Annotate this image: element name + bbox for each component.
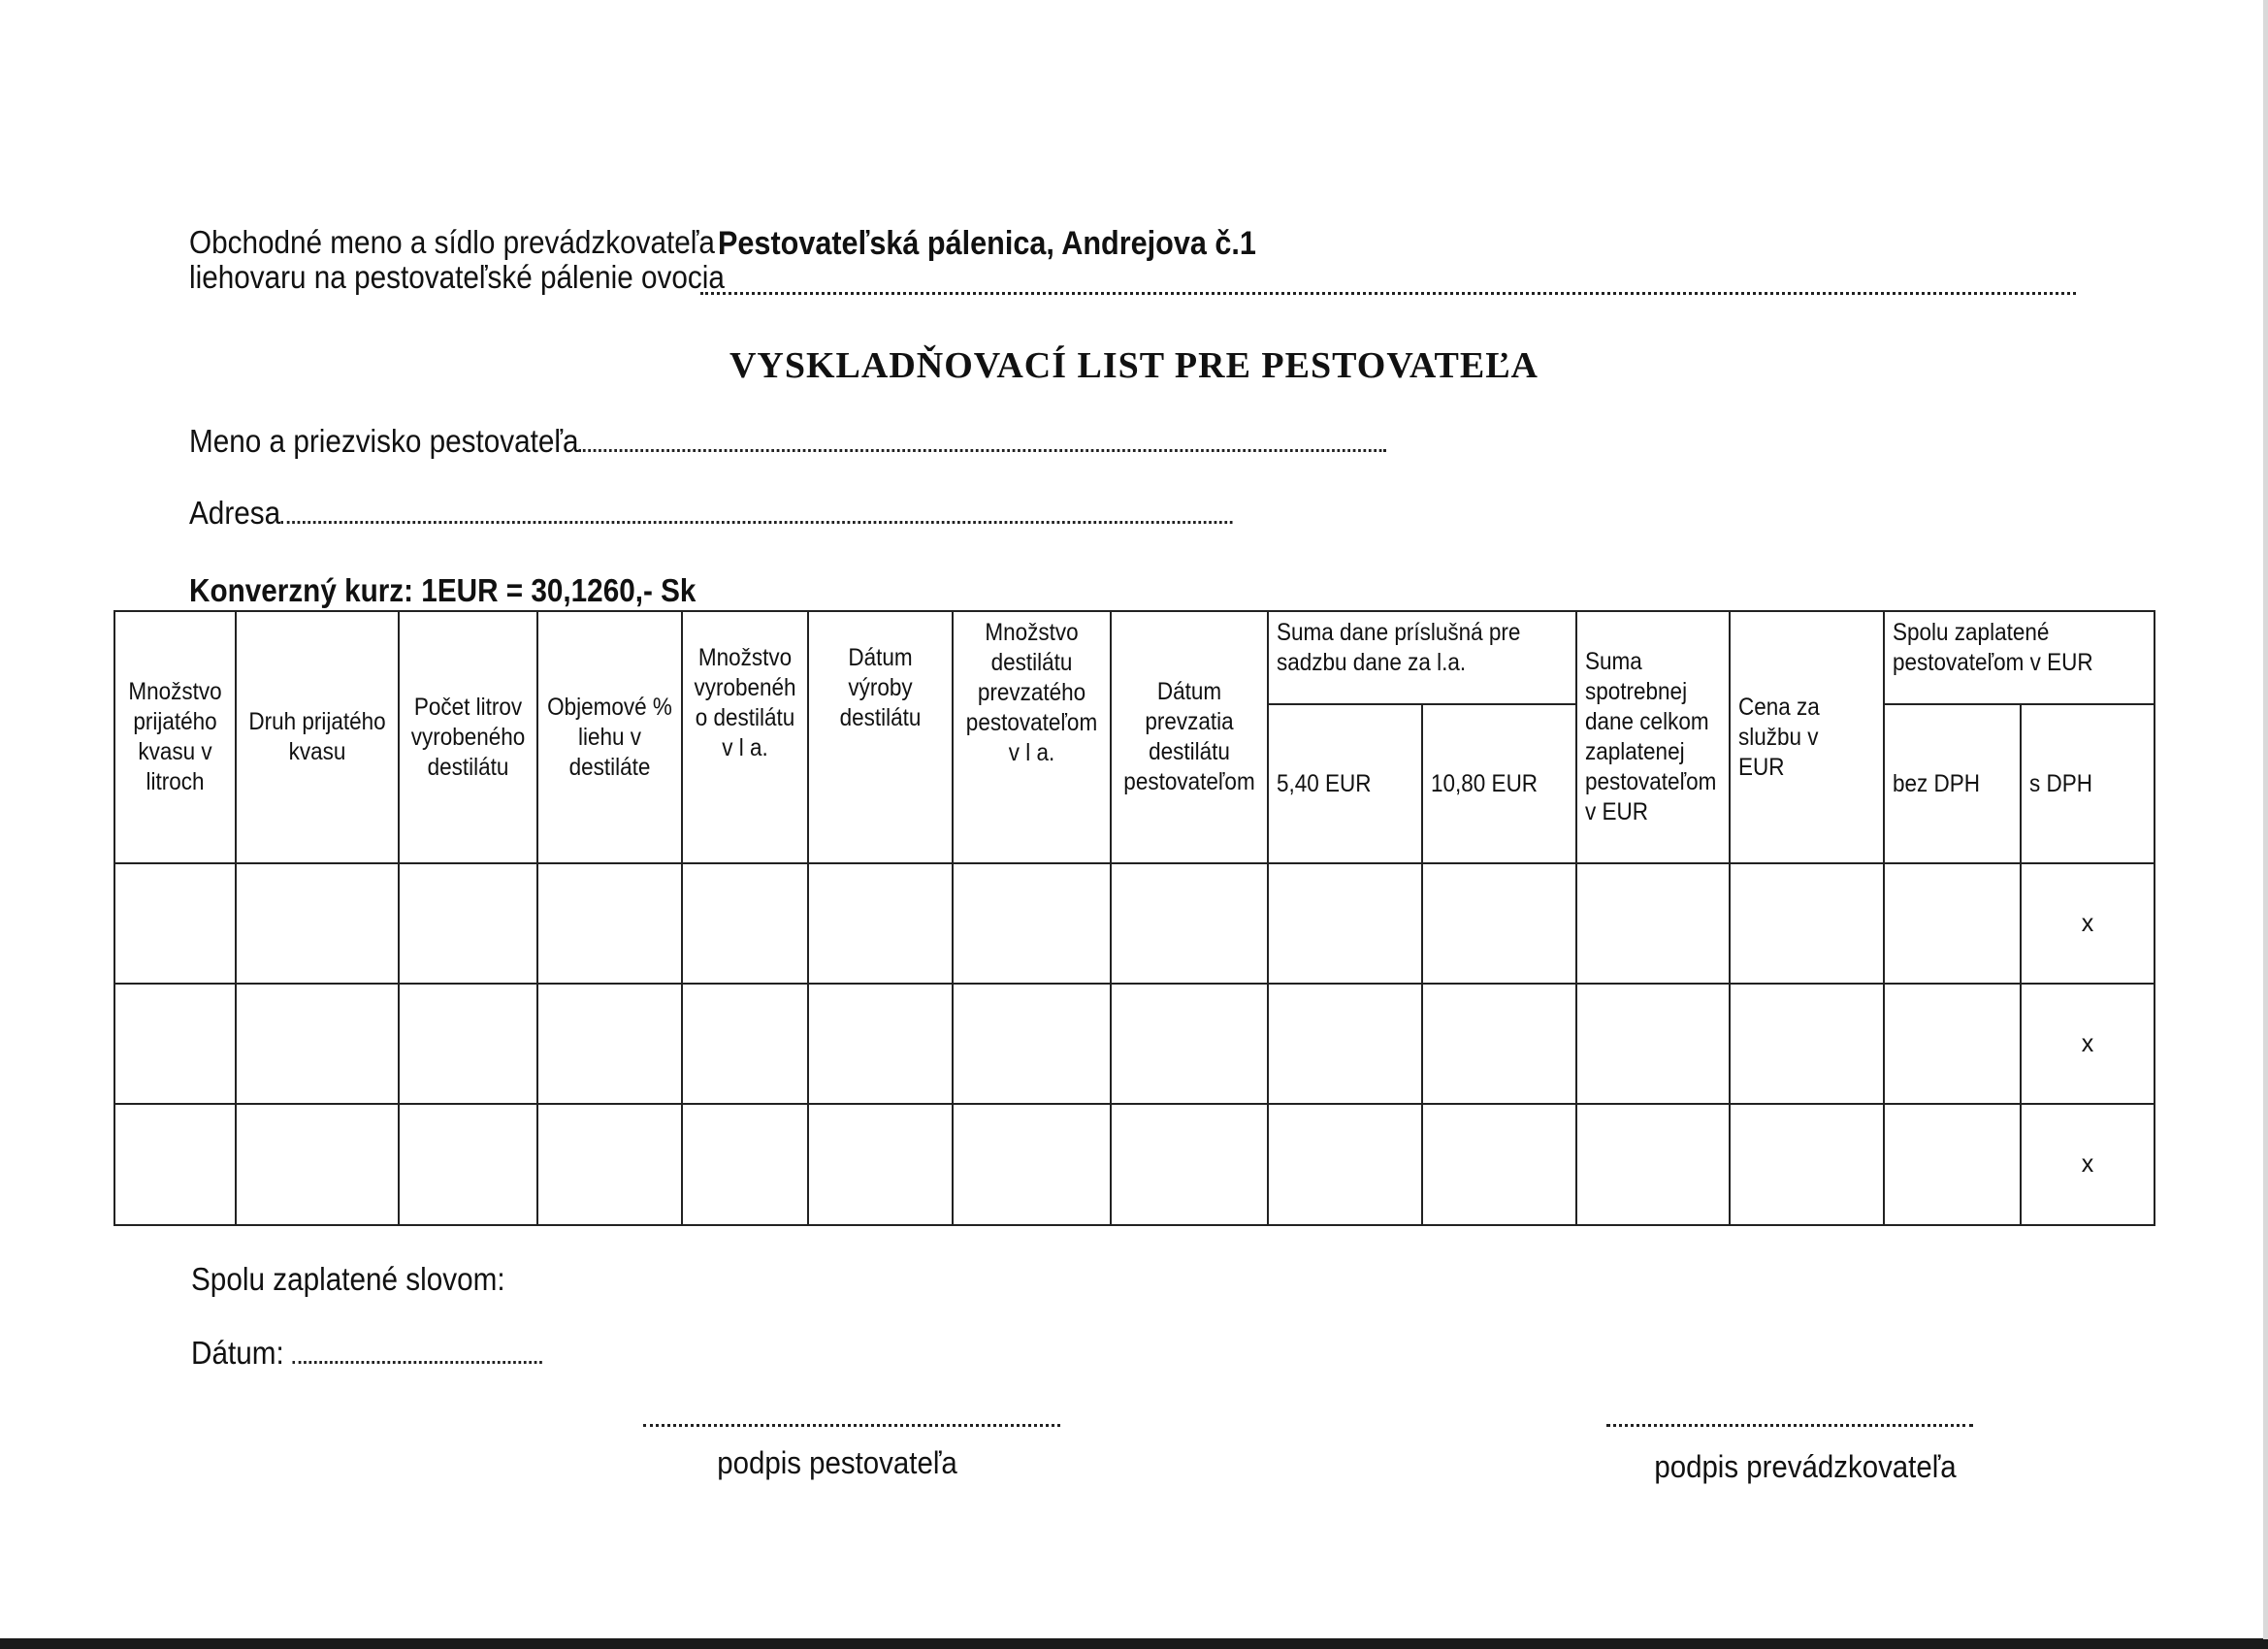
scan-edge-right: [2263, 0, 2268, 1639]
table-cell[interactable]: [399, 984, 537, 1104]
grower-name-label: Meno a priezvisko pestovateľa: [189, 423, 579, 459]
table-cell[interactable]: [1422, 1104, 1576, 1225]
operator-dotted-line[interactable]: [700, 265, 2076, 295]
table-cell[interactable]: [1730, 984, 1884, 1104]
scan-edge-bottom: [0, 1638, 2268, 1649]
operator-label: [189, 225, 725, 295]
table-row: [114, 984, 2155, 1104]
with-vat-x-mark: x: [2021, 1104, 2155, 1225]
conversion-rate: Konverzný kurz: 1EUR = 30,1260,- Sk: [189, 572, 697, 608]
table-cell[interactable]: [808, 1104, 953, 1225]
table-cell[interactable]: [1884, 863, 2021, 984]
with-vat-x-mark: x: [2021, 984, 2155, 1104]
table-cell[interactable]: [1730, 863, 1884, 984]
table-cell[interactable]: [682, 863, 808, 984]
table-row: [114, 863, 2155, 984]
header-total-group: Spolu zaplatené pestovateľom v EUR: [1884, 611, 2155, 704]
header-excise-total: Suma spotrebnej dane celkom zaplatenej pestovateľom v EUR: [1576, 611, 1730, 863]
table-cell[interactable]: [1730, 1104, 1884, 1225]
table-cell[interactable]: [399, 863, 537, 984]
grower-signature-label: podpis pestovateľa: [717, 1445, 957, 1480]
table-cell[interactable]: [1422, 863, 1576, 984]
document-title: VYSKLADŇOVACÍ LIST PRE PESTOVATEĽA: [729, 345, 1539, 386]
header-tax-rate-5-40: 5,40 EUR: [1268, 704, 1422, 863]
table-cell[interactable]: [114, 984, 236, 1104]
table-cell[interactable]: [1111, 1104, 1268, 1225]
header-liters-produced: Počet litrov vyrobeného destilátu: [399, 611, 537, 863]
table-cell[interactable]: [1422, 984, 1576, 1104]
table-cell[interactable]: [537, 984, 682, 1104]
table-cell[interactable]: [808, 863, 953, 984]
header-pickup-date: Dátum prevzatia destilátu pestovateľom: [1111, 611, 1268, 863]
operator-label-line1: Obchodné meno a sídlo prevádzkovateľa: [189, 224, 715, 260]
table-cell[interactable]: [1268, 984, 1422, 1104]
distillate-table: [113, 610, 2155, 1226]
operator-value: Pestovateľská pálenica, Andrejova č.1: [718, 225, 1256, 262]
header-with-vat: s DPH: [2021, 704, 2155, 863]
table-cell[interactable]: [1111, 863, 1268, 984]
address-dotted-line[interactable]: [280, 496, 1232, 524]
table-cell[interactable]: [953, 863, 1111, 984]
table-cell[interactable]: [236, 984, 399, 1104]
table-cell[interactable]: [808, 984, 953, 1104]
table-cell[interactable]: [953, 1104, 1111, 1225]
table-cell[interactable]: [537, 1104, 682, 1225]
operator-signature-label: podpis prevádzkovateľa: [1654, 1449, 1957, 1484]
table-cell[interactable]: [682, 1104, 808, 1225]
header-alcohol-percent: Objemové % liehu v destiláte: [537, 611, 682, 863]
header-production-date: Dátum výroby destilátu: [808, 611, 953, 863]
table-cell[interactable]: [537, 863, 682, 984]
table-cell[interactable]: [1576, 984, 1730, 1104]
table-cell[interactable]: [1268, 1104, 1422, 1225]
table-cell[interactable]: [1884, 1104, 2021, 1225]
header-produced-la: Množstvo vyrobenéh o destilátu v l a.: [682, 611, 808, 863]
table-cell[interactable]: [114, 863, 236, 984]
with-vat-x-mark: x: [2021, 863, 2155, 984]
header-tax-rate-10-80: 10,80 EUR: [1422, 704, 1576, 863]
date-field[interactable]: [191, 1335, 541, 1372]
table-cell[interactable]: [114, 1104, 236, 1225]
table-cell[interactable]: [236, 863, 399, 984]
table-cell[interactable]: [953, 984, 1111, 1104]
header-tax-group: Suma dane príslušná pre sadzbu dane za l.a.: [1268, 611, 1576, 704]
table-cell[interactable]: [399, 1104, 537, 1225]
table-cell[interactable]: [236, 1104, 399, 1225]
header-service-price: Cena za službu v EUR: [1730, 611, 1884, 863]
date-label: Dátum:: [191, 1335, 284, 1371]
total-in-words-label: Spolu zaplatené slovom:: [191, 1261, 505, 1297]
grower-name-field[interactable]: [189, 423, 1386, 460]
operator-label-line2: liehovaru na pestovateľské pálenie ovocia: [189, 259, 725, 295]
table-cell[interactable]: [682, 984, 808, 1104]
grower-name-dotted-line[interactable]: [579, 424, 1387, 452]
table-cell[interactable]: [1884, 984, 2021, 1104]
header-mash-type: Druh prijatého kvasu: [236, 611, 399, 863]
table-cell[interactable]: [1268, 863, 1422, 984]
table-cell[interactable]: [1111, 984, 1268, 1104]
date-dotted-line[interactable]: [292, 1336, 541, 1364]
operator-signature-line[interactable]: [1606, 1424, 1973, 1427]
table-row: [114, 1104, 2155, 1225]
address-field[interactable]: [189, 495, 1232, 532]
grower-signature-line[interactable]: [643, 1424, 1060, 1427]
table-cell[interactable]: [1576, 1104, 1730, 1225]
header-taken-la: Množstvo destilátu prevzatého pestovateľom v l a.: [953, 611, 1111, 863]
address-label: Adresa: [189, 495, 281, 531]
table-cell[interactable]: [1576, 863, 1730, 984]
header-without-vat: bez DPH: [1884, 704, 2021, 863]
header-received-qty: Množstvo prijatého kvasu v litroch: [114, 611, 236, 863]
